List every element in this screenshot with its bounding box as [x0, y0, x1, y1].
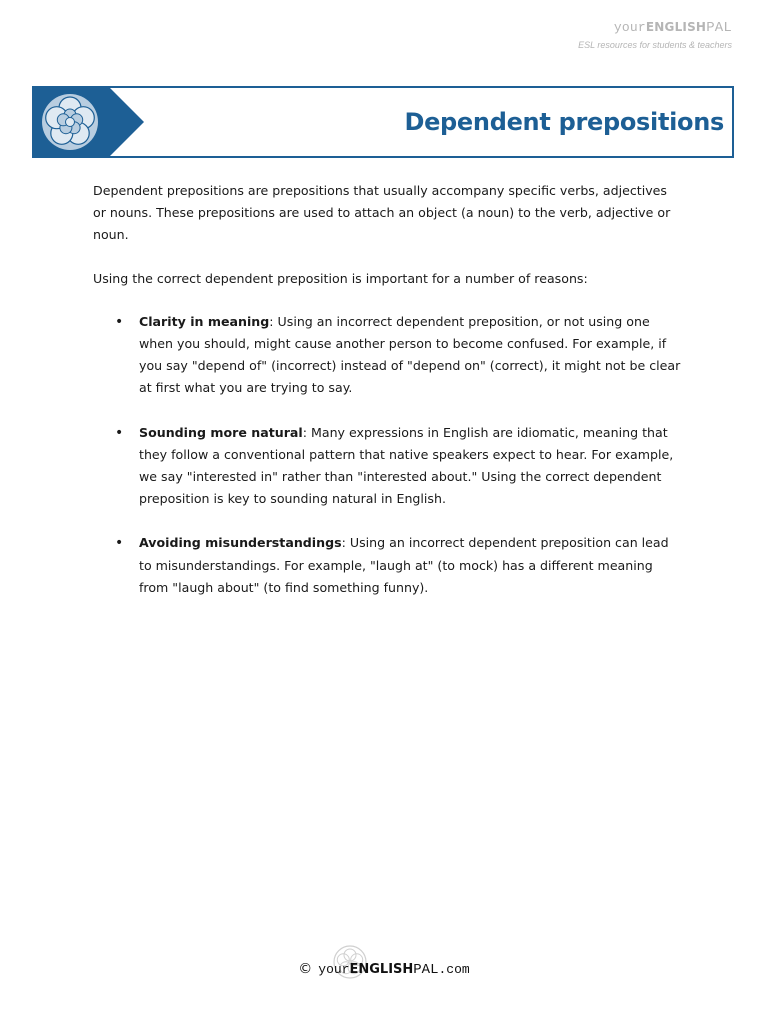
- footer: [0, 958, 768, 978]
- reason-term: Clarity in meaning: [139, 313, 270, 329]
- list-item: [93, 311, 683, 400]
- main-content: [93, 180, 683, 621]
- bullet-icon: •: [115, 313, 124, 330]
- reason-term: Avoiding misunderstandings: [139, 535, 342, 551]
- bullet-icon: •: [115, 535, 124, 552]
- brand-header: [578, 20, 732, 50]
- brand-logo-text: [578, 20, 732, 36]
- reasons-list: [93, 311, 683, 599]
- reason-text: : Many expressions in English are idiomatic, meaning that they follow a conventional pattern that native speakers expect to hear. For example, we say "interested in" rather than "interested about." Using the correct dependent preposition is key to sounding natural in English.: [139, 424, 674, 507]
- list-item: [93, 422, 683, 511]
- page-title: Dependent prepositions: [404, 108, 724, 136]
- footer-domain: .com: [438, 962, 470, 977]
- footer-copyright: [298, 962, 469, 977]
- reason-text: : Using an incorrect dependent preposition, or not using one when you should, might cause another person to become confused. For example, if you say "depend of" (incorrect) instead of "depend on" (correct), it might not be clear at first what you are trying to say.: [139, 313, 681, 396]
- brand-your: your: [613, 20, 646, 35]
- footer-pal: PAL: [413, 962, 439, 978]
- footer-brand: [298, 958, 469, 978]
- bullet-icon: •: [115, 424, 124, 441]
- intro-paragraph-2: Using the correct dependent preposition is important for a number of reasons:: [93, 270, 588, 286]
- brand-english: ENGLISH: [645, 20, 707, 34]
- reason-term: Sounding more natural: [139, 424, 303, 440]
- intro-paragraph-1: Dependent prepositions are prepositions that usually accompany specific verbs, adjectives or nouns. These prepositions are used to attach an object (a noun) to the verb, adjective or noun.: [93, 183, 671, 243]
- list-item: [93, 532, 683, 599]
- footer-your: your: [318, 962, 350, 977]
- reason-text: : Using an incorrect dependent preposition can lead to misunderstandings. For example, "laugh at" (to mock) has a different meaning from "laugh about" (to find something funny).: [139, 535, 669, 595]
- brand-pal: PAL: [706, 20, 732, 36]
- copyright-symbol: ©: [298, 961, 313, 977]
- banner-emblem-panel: [32, 86, 146, 158]
- footer-english: ENGLISH: [349, 962, 414, 977]
- brand-tagline: ESL resources for students & teachers: [578, 40, 732, 50]
- tudor-rose-icon: [42, 94, 98, 150]
- title-banner: [32, 86, 734, 158]
